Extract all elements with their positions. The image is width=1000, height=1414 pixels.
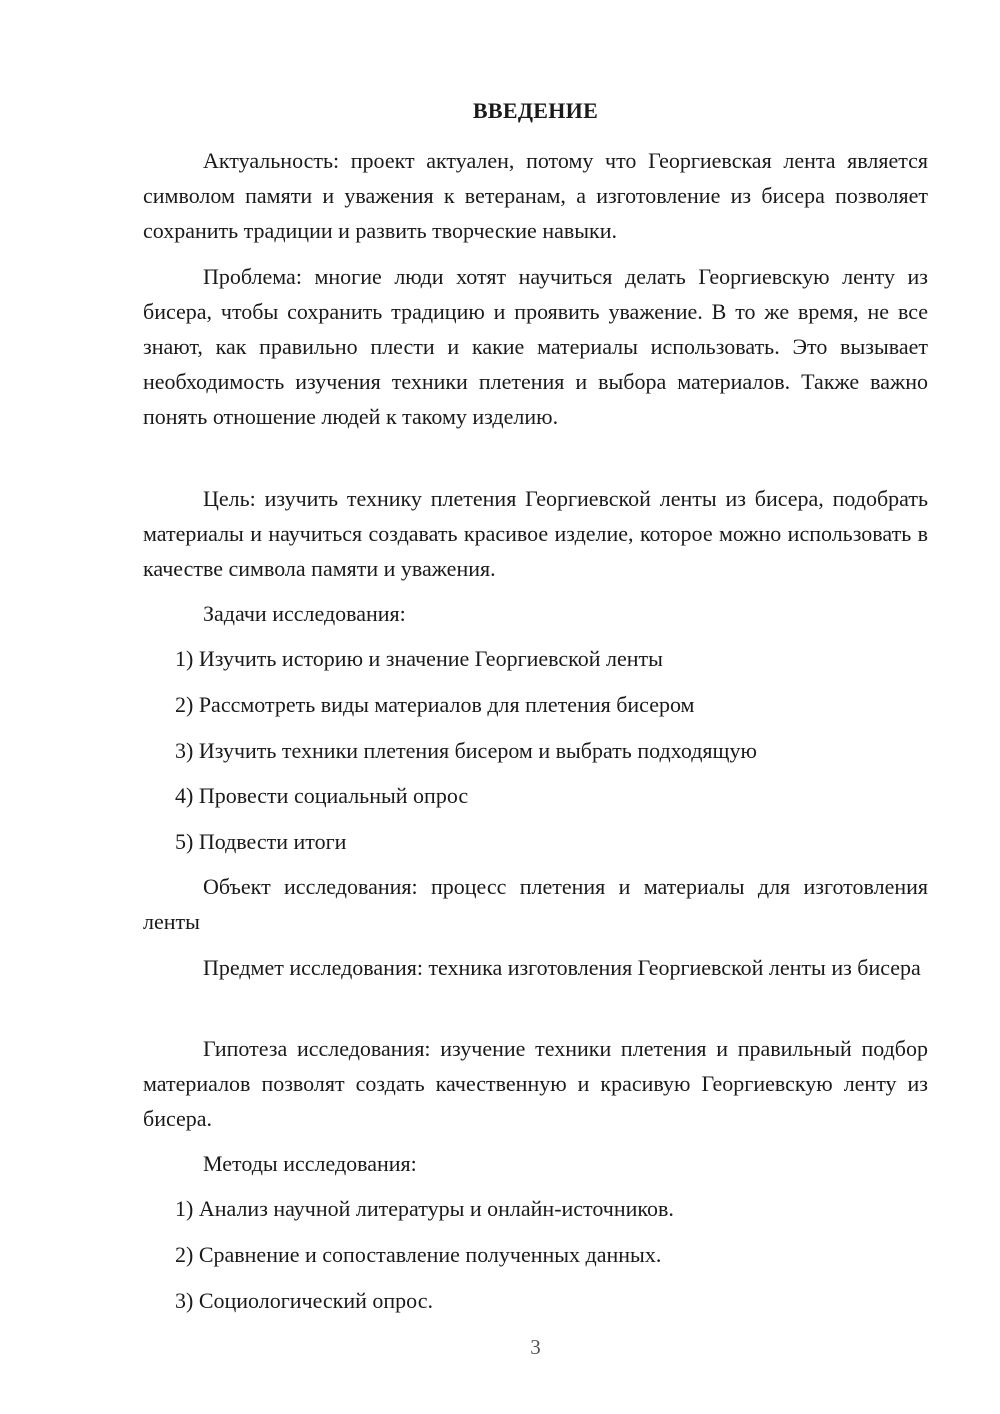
relevance-paragraph: Актуальность: проект актуален, потому что Георгиевская лента является символом памяти и уважения к ветеранам, а изготовление из бисера позволяет сохранить традиции и развить творческие навыки. [143, 148, 928, 243]
methods-title: Методы исследования: [203, 1151, 417, 1176]
problem-paragraph: Проблема: многие люди хотят научиться делать Георгиевскую ленту из бисера, чтобы сохранить традицию и проявить уважение. В то же время, не все знают, как правильно плести и какие материалы использовать. Это вызывает необходимость изучения техники плетения и выбора материалов. Также важно понять отношение людей к такому изделию. [143, 264, 928, 429]
object-paragraph: Объект исследования: процесс плетения и материалы для изготовления ленты [143, 874, 928, 934]
task-item: 1) Изучить историю и значение Георгиевской ленты [175, 646, 663, 671]
task-item: 2) Рассмотреть виды материалов для плетения бисером [175, 692, 695, 717]
section-heading: ВВЕДЕНИЕ [472, 98, 599, 123]
goal-paragraph: Цель: изучить технику плетения Георгиевской ленты из бисера, подобрать материалы и научиться создавать красивое изделие, которое можно использовать в качестве символа памяти и уважения. [143, 486, 928, 581]
task-item: 4) Провести социальный опрос [175, 783, 469, 808]
page-number: 3 [530, 1335, 541, 1359]
hypothesis-paragraph: Гипотеза исследования: изучение техники плетения и правильный подбор материалов позволят создать качественную и красивую Георгиевскую ленту из бисера. [143, 1036, 928, 1131]
subject-paragraph: Предмет исследования: техника изготовления Георгиевской ленты из бисера [203, 955, 921, 980]
method-item: 3) Социологический опрос. [175, 1288, 433, 1313]
method-item: 1) Анализ научной литературы и онлайн-источников. [175, 1196, 674, 1221]
task-item: 3) Изучить техники плетения бисером и выбрать подходящую [175, 738, 757, 763]
method-item: 2) Сравнение и сопоставление полученных данных. [175, 1242, 662, 1267]
tasks-title: Задачи исследования: [203, 601, 406, 626]
task-item: 5) Подвести итоги [175, 829, 347, 854]
